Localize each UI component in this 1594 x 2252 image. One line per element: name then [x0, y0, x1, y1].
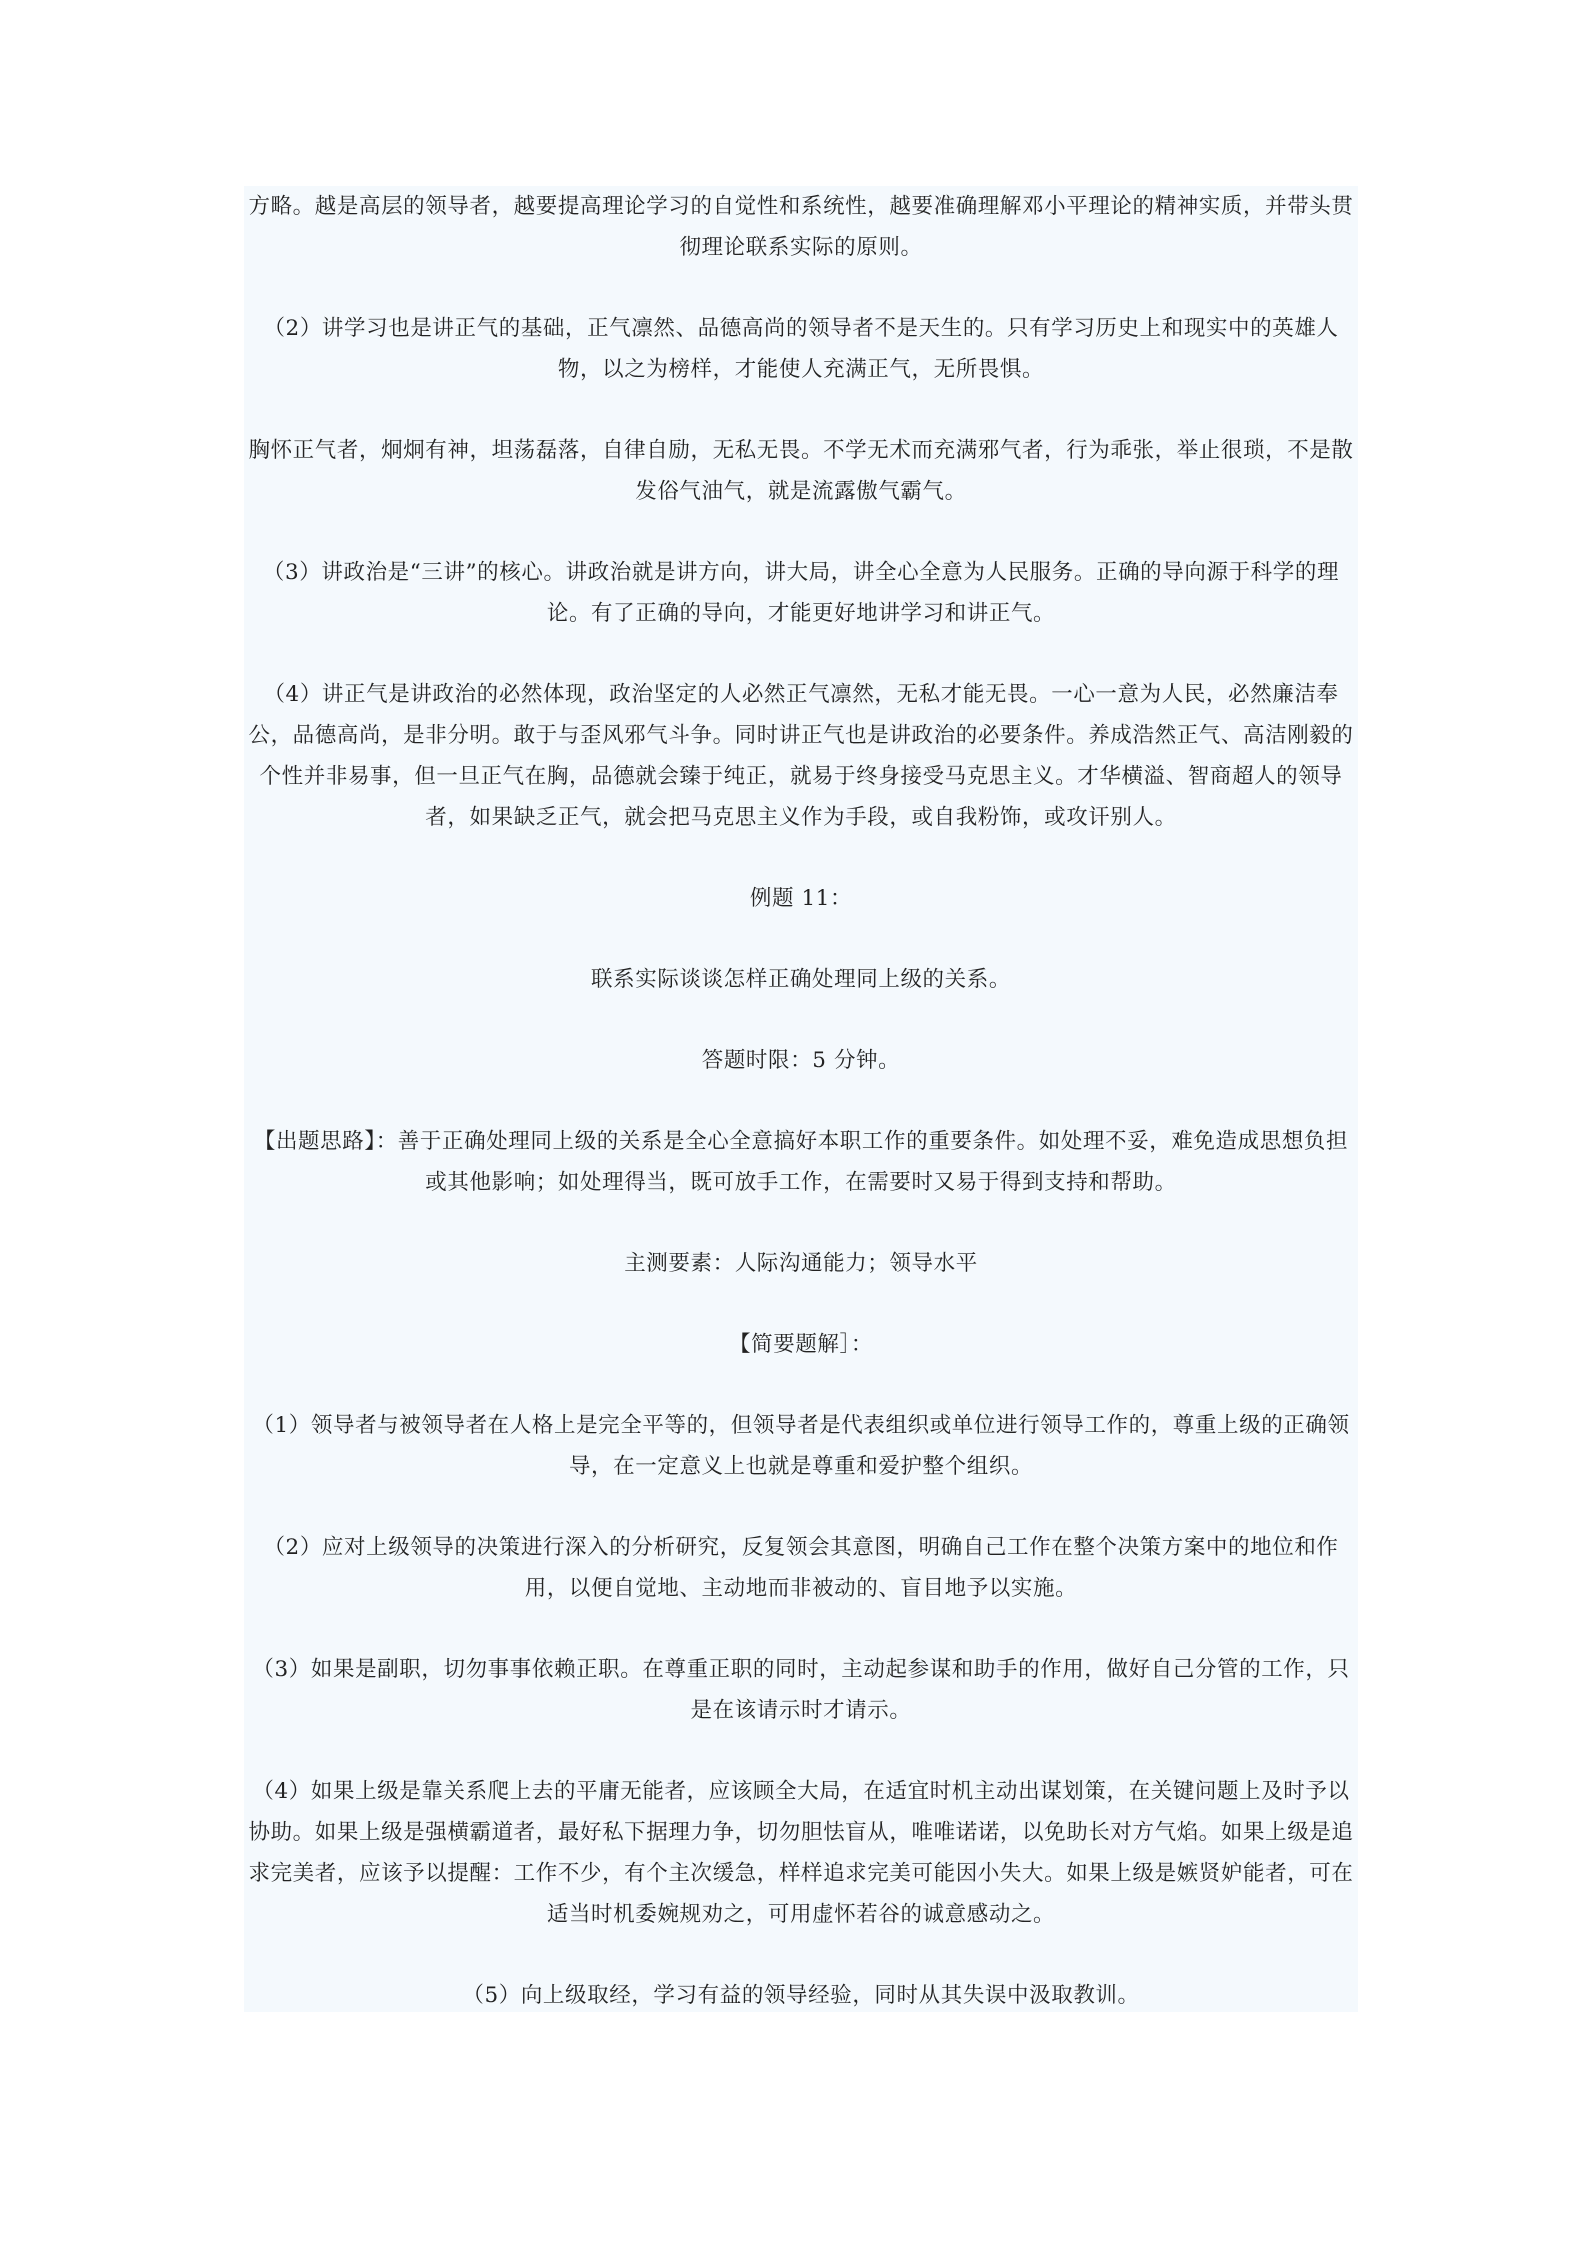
answer-time-limit: 答题时限：5 分钟。: [701, 1048, 901, 1073]
example-question: 联系实际谈谈怎样正确处理同上级的关系。: [591, 967, 1011, 992]
answer-point-4: （4）如果上级是靠关系爬上去的平庸无能者，应该顾全大局，在适宜时机主动出谋划策，在关键问题上及时予以协助。如果上级是强横霸道者，最好私下据理力争，切勿胆怯盲从，唯唯诺诺，以免助长对方气焰。如果上级是追求完美者，应该予以提醒：工作不少，有个主次缓急，样样追求完美可能因小失大。如果上级是嫉贤妒能者，可在适当时机委婉规劝之，可用虚怀若谷的诚意感动之。: [248, 1779, 1354, 1927]
answer-point-5: （5）向上级取经，学习有益的领导经验，同时从其失误中汲取教训。: [462, 1983, 1140, 2008]
answer-point-1: （1）领导者与被领导者在人格上是完全平等的，但领导者是代表组织或单位进行领导工作的，尊重上级的正确领导，在一定意义上也就是尊重和爱护整个组织。: [252, 1413, 1350, 1479]
paragraph-intro-continuation: 方略。越是高层的领导者，越要提高理论学习的自觉性和系统性，越要准确理解邓小平理论的精神实质，并带头贯彻理论联系实际的原则。: [248, 194, 1354, 260]
example-heading: 例题 11：: [749, 886, 853, 911]
paragraph-point-3-politics: （3）讲政治是“三讲”的核心。讲政治就是讲方向，讲大局，讲全心全意为人民服务。正确的导向源于科学的理论。有了正确的导向，才能更好地讲学习和讲正气。: [262, 560, 1340, 626]
paragraph-point-2-learning: （2）讲学习也是讲正气的基础，正气凛然、品德高尚的领导者不是天生的。只有学习历史上和现实中的英雄人物，以之为榜样，才能使人充满正气，无所畏惧。: [263, 316, 1339, 382]
paragraph-righteousness: 胸怀正气者，炯炯有神，坦荡磊落，自律自励，无私无畏。不学无术而充满邪气者，行为乖张，举止很琐，不是散发俗气油气，就是流露傲气霸气。: [248, 438, 1354, 504]
brief-answer-heading: 【简要题解］：: [729, 1332, 873, 1357]
document-content: [244, 186, 1358, 2012]
paragraph-point-4-righteousness: （4）讲正气是讲政治的必然体现，政治坚定的人必然正气凛然，无私才能无畏。一心一意为人民，必然廉洁奉公，品德高尚，是非分明。敢于与歪风邪气斗争。同时讲正气也是讲政治的必要条件。养成浩然正气、高洁刚毅的个性并非易事，但一旦正气在胸，品德就会臻于纯正，就易于终身接受马克思主义。才华横溢、智商超人的领导者，如果缺乏正气，就会把马克思主义作为手段，或自我粉饰，或攻讦别人。: [248, 682, 1354, 830]
question-rationale: 【出题思路】：善于正确处理同上级的关系是全心全意搞好本职工作的重要条件。如处理不妥，难免造成思想负担或其他影响；如处理得当，既可放手工作，在需要时又易于得到支持和帮助。: [253, 1129, 1349, 1195]
answer-point-2: （2）应对上级领导的决策进行深入的分析研究，反复领会其意图，明确自己工作在整个决策方案中的地位和作用，以便自觉地、主动地而非被动的、盲目地予以实施。: [263, 1535, 1339, 1601]
assessment-factors: 主测要素：人际沟通能力；领导水平: [624, 1251, 978, 1276]
answer-point-3: （3）如果是副职，切勿事事依赖正职。在尊重正职的同时，主动起参谋和助手的作用，做好自己分管的工作，只是在该请示时才请示。: [252, 1657, 1350, 1723]
